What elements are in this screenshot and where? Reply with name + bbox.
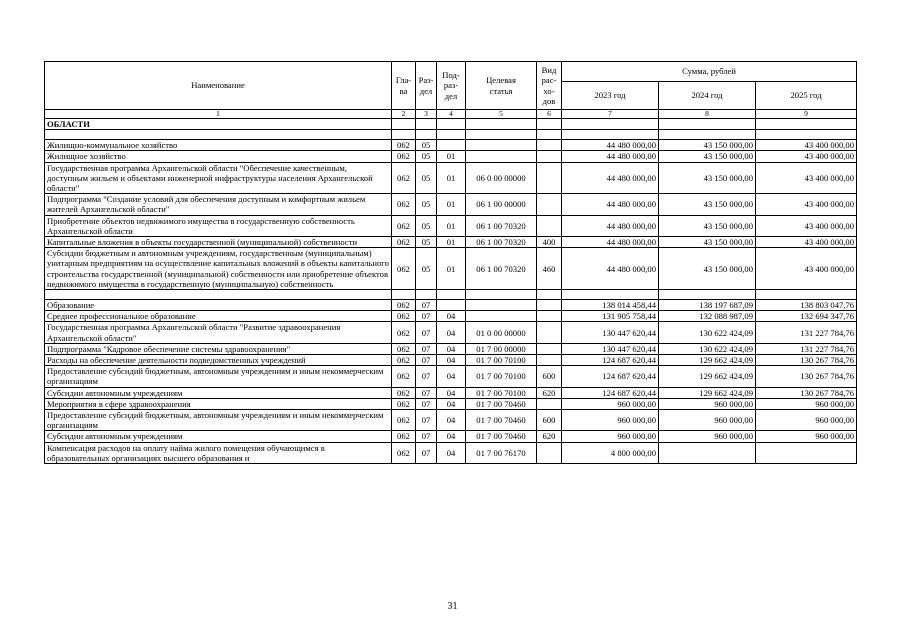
row-sum-2024: 960 000,00 xyxy=(659,431,756,442)
row-target-article: 01 7 00 70100 xyxy=(466,387,537,398)
row-sum-2023: 44 480 000,00 xyxy=(562,140,659,151)
column-index: 8 xyxy=(659,110,756,119)
table-row xyxy=(45,237,857,248)
row-name: Предоставление субсидий бюджетным, автономным учреждениям и иным некоммерческим организациям xyxy=(45,410,392,431)
row-razdel: 07 xyxy=(416,398,437,409)
row-sum-2025: 138 803 047,76 xyxy=(756,300,857,311)
row-razdel: 07 xyxy=(416,410,437,431)
row-sum-2023: 124 687 620,44 xyxy=(562,366,659,387)
row-sum-2023: 130 447 620,44 xyxy=(562,343,659,354)
row-razdel: 07 xyxy=(416,300,437,311)
header-sum: Сумма, рублей xyxy=(562,62,857,82)
row-sum-2025: 43 400 000,00 xyxy=(756,248,857,290)
column-index: 2 xyxy=(392,110,416,119)
row-sum-2024: 43 150 000,00 xyxy=(659,140,756,151)
row-glava: 062 xyxy=(392,322,416,343)
table-row xyxy=(45,442,857,463)
row-sum-2024: 960 000,00 xyxy=(659,410,756,431)
row-expense-type xyxy=(537,151,562,162)
row-sum-2023: 44 480 000,00 xyxy=(562,237,659,248)
row-podrazdel: 04 xyxy=(437,311,466,322)
row-glava: 062 xyxy=(392,343,416,354)
row-expense-type: 600 xyxy=(537,366,562,387)
row-target-article xyxy=(466,151,537,162)
row-podrazdel xyxy=(437,300,466,311)
row-glava: 062 xyxy=(392,194,416,215)
column-index: 3 xyxy=(416,110,437,119)
row-razdel: 07 xyxy=(416,387,437,398)
row-sum-2023: 960 000,00 xyxy=(562,431,659,442)
row-sum-2024: 43 150 000,00 xyxy=(659,248,756,290)
row-sum-2025: 130 267 784,76 xyxy=(756,355,857,366)
row-sum-2023: 138 014 458,44 xyxy=(562,300,659,311)
row-name: Подпрограмма "Кадровое обеспечение системы здравоохранения" xyxy=(45,343,392,354)
row-razdel: 07 xyxy=(416,322,437,343)
row-sum-2025 xyxy=(756,442,857,463)
row-expense-type xyxy=(537,215,562,236)
row-razdel: 05 xyxy=(416,248,437,290)
column-index: 6 xyxy=(537,110,562,119)
section-title: ОБЛАСТИ xyxy=(45,119,392,130)
row-sum-2025: 43 400 000,00 xyxy=(756,194,857,215)
column-index: 7 xyxy=(562,110,659,119)
budget-table xyxy=(44,61,857,464)
row-podrazdel: 04 xyxy=(437,387,466,398)
row-glava: 062 xyxy=(392,366,416,387)
table-row xyxy=(45,140,857,151)
header-year-2025: 2025 год xyxy=(756,82,857,110)
row-sum-2024: 132 088 987,09 xyxy=(659,311,756,322)
table-row xyxy=(45,194,857,215)
row-name: Жилищно-коммунальное хозяйство xyxy=(45,140,392,151)
row-sum-2023: 130 447 620,44 xyxy=(562,322,659,343)
row-expense-type xyxy=(537,355,562,366)
row-podrazdel: 01 xyxy=(437,162,466,194)
budget-document xyxy=(44,61,856,464)
row-expense-type xyxy=(537,194,562,215)
row-expense-type xyxy=(537,140,562,151)
row-razdel: 07 xyxy=(416,343,437,354)
row-target-article: 01 7 00 00000 xyxy=(466,343,537,354)
row-sum-2025: 43 400 000,00 xyxy=(756,140,857,151)
row-target-article: 01 7 00 70460 xyxy=(466,398,537,409)
row-sum-2025: 131 227 784,76 xyxy=(756,322,857,343)
row-glava: 062 xyxy=(392,215,416,236)
column-index: 9 xyxy=(756,110,857,119)
row-target-article: 06 1 00 70320 xyxy=(466,248,537,290)
row-name: Расходы на обеспечение деятельности подведомственных учреждений xyxy=(45,355,392,366)
row-target-article: 01 7 00 76170 xyxy=(466,442,537,463)
row-target-article: 06 1 00 70320 xyxy=(466,237,537,248)
row-target-article: 01 7 00 70460 xyxy=(466,431,537,442)
spacer-row xyxy=(45,290,857,300)
row-sum-2024: 43 150 000,00 xyxy=(659,151,756,162)
row-glava: 062 xyxy=(392,431,416,442)
row-razdel: 07 xyxy=(416,442,437,463)
row-sum-2023: 960 000,00 xyxy=(562,410,659,431)
row-sum-2024: 960 000,00 xyxy=(659,398,756,409)
header-podrazdel: Под- раз- дел xyxy=(437,62,466,110)
row-target-article: 06 1 00 00000 xyxy=(466,194,537,215)
row-sum-2023: 124 687 620,44 xyxy=(562,387,659,398)
row-sum-2023: 44 480 000,00 xyxy=(562,162,659,194)
row-expense-type: 600 xyxy=(537,410,562,431)
table-row xyxy=(45,387,857,398)
header-year-2024: 2024 год xyxy=(659,82,756,110)
row-name: Капитальные вложения в объекты государственной (муниципальной) собственности xyxy=(45,237,392,248)
row-sum-2025: 960 000,00 xyxy=(756,398,857,409)
row-podrazdel: 04 xyxy=(437,398,466,409)
row-target-article xyxy=(466,140,537,151)
row-razdel: 05 xyxy=(416,140,437,151)
row-razdel: 07 xyxy=(416,431,437,442)
row-podrazdel: 04 xyxy=(437,343,466,354)
row-sum-2024: 130 622 424,09 xyxy=(659,343,756,354)
row-name: Мероприятия в сфере здравоохранения xyxy=(45,398,392,409)
row-razdel: 07 xyxy=(416,311,437,322)
row-podrazdel: 04 xyxy=(437,322,466,343)
row-podrazdel: 01 xyxy=(437,194,466,215)
row-expense-type xyxy=(537,300,562,311)
row-sum-2023: 44 480 000,00 xyxy=(562,215,659,236)
row-sum-2023: 124 687 620,44 xyxy=(562,355,659,366)
row-glava: 062 xyxy=(392,300,416,311)
column-index: 1 xyxy=(45,110,392,119)
row-target-article xyxy=(466,300,537,311)
row-razdel: 05 xyxy=(416,237,437,248)
row-target-article: 01 7 00 70100 xyxy=(466,366,537,387)
row-expense-type xyxy=(537,398,562,409)
row-sum-2024: 43 150 000,00 xyxy=(659,237,756,248)
row-glava: 062 xyxy=(392,151,416,162)
header-vid: Вид рас- хо- дов xyxy=(537,62,562,110)
row-expense-type xyxy=(537,311,562,322)
row-sum-2025: 960 000,00 xyxy=(756,431,857,442)
row-sum-2024: 129 662 424,09 xyxy=(659,366,756,387)
row-target-article xyxy=(466,311,537,322)
header-glava: Гла- ва xyxy=(392,62,416,110)
row-target-article: 06 0 00 00000 xyxy=(466,162,537,194)
row-glava: 062 xyxy=(392,248,416,290)
row-name: Субсидии автономным учреждениям xyxy=(45,431,392,442)
row-sum-2024: 129 662 424,09 xyxy=(659,355,756,366)
table-body xyxy=(45,119,857,464)
row-name: Государственная программа Архангельской области "Развитие здравоохранения Архангельской области" xyxy=(45,322,392,343)
row-expense-type: 460 xyxy=(537,248,562,290)
row-podrazdel: 04 xyxy=(437,355,466,366)
table-row xyxy=(45,151,857,162)
row-podrazdel: 01 xyxy=(437,215,466,236)
row-expense-type: 620 xyxy=(537,431,562,442)
row-expense-type: 400 xyxy=(537,237,562,248)
row-name: Образование xyxy=(45,300,392,311)
table-row xyxy=(45,162,857,194)
column-index: 4 xyxy=(437,110,466,119)
row-razdel: 05 xyxy=(416,162,437,194)
header-target: Целевая статья xyxy=(466,62,537,110)
row-sum-2024: 130 622 424,09 xyxy=(659,322,756,343)
row-name: Жилищное хозяйство xyxy=(45,151,392,162)
row-sum-2024 xyxy=(659,442,756,463)
table-row xyxy=(45,248,857,290)
row-glava: 062 xyxy=(392,398,416,409)
row-target-article: 01 0 00 00000 xyxy=(466,322,537,343)
row-sum-2024: 43 150 000,00 xyxy=(659,162,756,194)
column-index: 5 xyxy=(466,110,537,119)
header-year-2023: 2023 год xyxy=(562,82,659,110)
table-row xyxy=(45,322,857,343)
row-expense-type xyxy=(537,162,562,194)
row-expense-type xyxy=(537,442,562,463)
row-podrazdel: 04 xyxy=(437,431,466,442)
row-glava: 062 xyxy=(392,140,416,151)
table-row xyxy=(45,366,857,387)
column-index-row xyxy=(45,110,857,119)
row-sum-2025: 43 400 000,00 xyxy=(756,215,857,236)
row-expense-type xyxy=(537,322,562,343)
row-glava: 062 xyxy=(392,237,416,248)
row-podrazdel: 01 xyxy=(437,237,466,248)
row-sum-2025: 960 000,00 xyxy=(756,410,857,431)
row-sum-2023: 44 480 000,00 xyxy=(562,248,659,290)
page-number: 31 xyxy=(447,601,458,612)
row-sum-2025: 43 400 000,00 xyxy=(756,162,857,194)
row-sum-2023: 4 800 000,00 xyxy=(562,442,659,463)
row-sum-2025: 132 694 347,76 xyxy=(756,311,857,322)
row-podrazdel: 01 xyxy=(437,248,466,290)
row-glava: 062 xyxy=(392,355,416,366)
row-name: Предоставление субсидий бюджетным, автономным учреждениям и иным некоммерческим организациям xyxy=(45,366,392,387)
row-podrazdel: 04 xyxy=(437,366,466,387)
table-row xyxy=(45,410,857,431)
row-sum-2023: 44 480 000,00 xyxy=(562,151,659,162)
row-name: Подпрограмма "Создание условий для обеспечения доступным и комфортным жильем жителей Архангельской области" xyxy=(45,194,392,215)
row-target-article: 01 7 00 70460 xyxy=(466,410,537,431)
row-target-article: 06 1 00 70320 xyxy=(466,215,537,236)
row-name: Субсидии автономным учреждениям xyxy=(45,387,392,398)
row-sum-2024: 138 197 687,09 xyxy=(659,300,756,311)
row-razdel: 05 xyxy=(416,194,437,215)
row-razdel: 07 xyxy=(416,366,437,387)
row-sum-2025: 130 267 784,76 xyxy=(756,387,857,398)
row-glava: 062 xyxy=(392,442,416,463)
row-razdel: 07 xyxy=(416,355,437,366)
row-razdel: 05 xyxy=(416,151,437,162)
row-podrazdel: 04 xyxy=(437,442,466,463)
row-sum-2024: 129 662 424,09 xyxy=(659,387,756,398)
table-header xyxy=(45,62,857,119)
row-sum-2023: 131 905 758,44 xyxy=(562,311,659,322)
row-sum-2023: 960 000,00 xyxy=(562,398,659,409)
table-row xyxy=(45,431,857,442)
row-glava: 062 xyxy=(392,162,416,194)
header-name: Наименование xyxy=(45,62,392,110)
row-podrazdel xyxy=(437,140,466,151)
table-row xyxy=(45,300,857,311)
row-target-article: 01 7 00 70100 xyxy=(466,355,537,366)
row-name: Субсидии бюджетным и автономным учреждениям, государственным (муниципальным) унитарным предприятиям на осуществление капитальных вложений в объекты капитального строительства государственной (муниципальной) собственности или приобретение объектов недвижимого имущества в государственную (муниципальную) собственность xyxy=(45,248,392,290)
spacer-row xyxy=(45,130,857,140)
row-glava: 062 xyxy=(392,410,416,431)
row-expense-type: 620 xyxy=(537,387,562,398)
row-sum-2024: 43 150 000,00 xyxy=(659,194,756,215)
row-sum-2023: 44 480 000,00 xyxy=(562,194,659,215)
table-row xyxy=(45,311,857,322)
table-row xyxy=(45,215,857,236)
header-razdel: Раз- дел xyxy=(416,62,437,110)
row-sum-2024: 43 150 000,00 xyxy=(659,215,756,236)
row-name: Компенсация расходов на оплату найма жилого помещения обучающимся в образовательных организациях высшего образования и xyxy=(45,442,392,463)
table-row xyxy=(45,343,857,354)
row-podrazdel: 01 xyxy=(437,151,466,162)
row-podrazdel: 04 xyxy=(437,410,466,431)
row-sum-2025: 131 227 784,76 xyxy=(756,343,857,354)
table-row xyxy=(45,355,857,366)
section-title-row xyxy=(45,119,857,130)
row-sum-2025: 43 400 000,00 xyxy=(756,151,857,162)
row-expense-type xyxy=(537,343,562,354)
row-name: Среднее профессиональное образование xyxy=(45,311,392,322)
row-sum-2025: 130 267 784,76 xyxy=(756,366,857,387)
row-name: Приобретение объектов недвижимого имущества в государственную собственность Архангельской области xyxy=(45,215,392,236)
row-glava: 062 xyxy=(392,387,416,398)
row-razdel: 05 xyxy=(416,215,437,236)
table-row xyxy=(45,398,857,409)
row-name: Государственная программа Архангельской области "Обеспечение качественным, доступным жильем и объектами инженерной инфраструктуры населения Архангельской области" xyxy=(45,162,392,194)
row-sum-2025: 43 400 000,00 xyxy=(756,237,857,248)
row-glava: 062 xyxy=(392,311,416,322)
